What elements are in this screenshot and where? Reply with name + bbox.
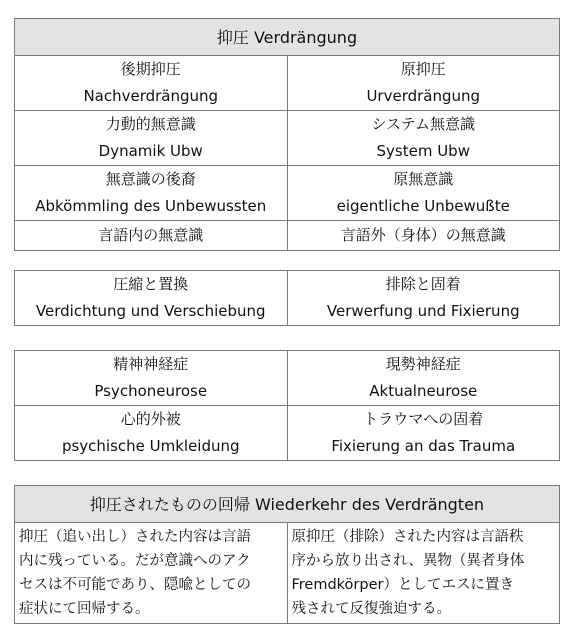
term-german: psychische Umkleidung	[61, 437, 240, 455]
text-line: 症状にて回帰する。	[19, 601, 150, 617]
term-japanese: 後期抑圧	[120, 60, 181, 78]
term-german: Urverdrängung	[366, 87, 481, 105]
term-german: Abkömmling des Unbewussten	[35, 197, 267, 215]
term-japanese: システム無意識	[371, 115, 475, 133]
term-japanese: 現勢神経症	[385, 355, 461, 373]
table-cell	[15, 166, 288, 221]
table-cell	[287, 271, 560, 326]
term-japanese: 無意識の後裔	[105, 170, 196, 188]
table-cell	[15, 406, 288, 461]
table-cell	[287, 406, 560, 461]
term-japanese: 原無意識	[393, 170, 454, 188]
term-german: Fixierung an das Trauma	[331, 437, 516, 455]
term-japanese: 排除と固着	[385, 275, 461, 293]
term-german: Dynamik Ubw	[98, 142, 203, 160]
term-japanese: 精神神経症	[113, 355, 189, 373]
table-cell	[287, 351, 560, 406]
table-cell	[15, 221, 288, 251]
return-table-header: 抑圧されたものの回帰 Wiederkehr des Verdrängten	[15, 486, 560, 523]
repression-table	[14, 18, 560, 251]
return-right-text	[287, 523, 560, 624]
table-cell	[287, 56, 560, 111]
neurosis-table	[14, 350, 560, 461]
text-line: 残されて反復強迫する。	[291, 601, 451, 617]
mechanism-table	[14, 270, 560, 326]
text-line: 内に残っている。だが意識へのアク	[19, 553, 251, 569]
return-left-text	[15, 523, 288, 624]
term-german: eigentliche Unbewußte	[336, 197, 510, 215]
return-table	[14, 485, 560, 624]
term-japanese: 原抑圧	[400, 60, 446, 78]
text-line: 原抑圧（排除）された内容は言語秩	[291, 529, 524, 545]
term-japanese: 力動的無意識	[105, 115, 196, 133]
term-japanese: 言語内の無意識	[98, 226, 204, 244]
table-cell	[287, 111, 560, 166]
term-german: Nachverdrängung	[83, 87, 219, 105]
table-cell	[15, 351, 288, 406]
table-cell	[287, 221, 560, 251]
term-japanese: トラウマへの固着	[363, 410, 484, 428]
table-cell	[15, 111, 288, 166]
term-german: Verdichtung und Verschiebung	[35, 302, 266, 320]
text-line: 抑圧（追い出し）された内容は言語	[19, 529, 251, 545]
term-german: Aktualneurose	[369, 382, 478, 400]
table-cell	[287, 166, 560, 221]
term-japanese: 言語外（身体）の無意識	[340, 226, 506, 244]
term-german: System Ubw	[376, 142, 470, 160]
term-japanese: 圧縮と置換	[113, 275, 189, 293]
term-german: Psychoneurose	[94, 382, 208, 400]
table-cell	[15, 271, 288, 326]
table-cell	[15, 56, 288, 111]
text-line: セスは不可能であり、隠喩としての	[19, 577, 251, 593]
term-german: Verwerfung und Fixierung	[326, 302, 520, 320]
term-japanese: 心的外被	[120, 410, 181, 428]
repression-table-header: 抑圧 Verdrängung	[15, 19, 560, 56]
text-line: Fremdkörper）としてエスに置き	[291, 577, 514, 593]
text-line: 序から放り出され、異物（異者身体	[291, 553, 525, 569]
